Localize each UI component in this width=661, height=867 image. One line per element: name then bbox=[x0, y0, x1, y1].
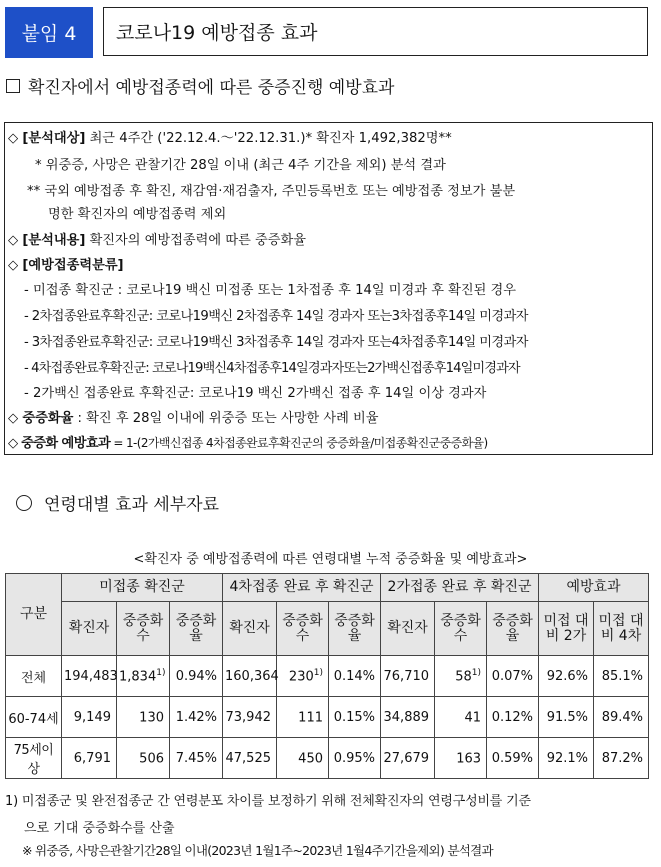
row-label: 전체 bbox=[6, 656, 62, 697]
info-text-target: 최근 4주간 ('22.12.4.～'22.12.31.)* 확진자 1,492,382명** bbox=[85, 131, 452, 146]
info-text-content: 확진자의 예방접종력에 따른 중증화율 bbox=[85, 233, 306, 248]
header-cases: 확진자 bbox=[62, 602, 117, 656]
footnote-1: 1) 미접종군 및 완전접종군 간 연령분포 차이를 보정하기 위해 전체확진자의 연령구성비를 기준 bbox=[5, 794, 531, 809]
cell-effect-bivalent: 91.5% bbox=[539, 697, 594, 738]
analysis-info-box bbox=[4, 122, 653, 455]
age-group-heading-text: 연령대별 효과 세부자료 bbox=[44, 495, 220, 515]
footnote-2: ※ 위중증, 사망은관찰기간28일 이내(2023년 1월1주~2023년 1월4주기간을제외) 분석결과 bbox=[22, 843, 493, 858]
row-label: 60-74세 bbox=[6, 697, 62, 738]
header-vs-4th: 미접 대비 4차 bbox=[594, 602, 649, 656]
info-text-severity-rate: : 확진 후 28일 이내에 위중증 또는 사망한 사례 비율 bbox=[73, 411, 379, 426]
diamond-icon: ◇ bbox=[8, 131, 19, 146]
info-note-2: ** 국외 예방접종 후 확진, 재감염·재검출자, 주민등록번호 또는 예방접종 정보가 불분 bbox=[27, 184, 516, 199]
header-severe-count: 중증화수 bbox=[117, 602, 170, 656]
cell-4th-rate: 0.14% bbox=[329, 656, 381, 697]
table-row bbox=[6, 656, 649, 697]
cell-4th-rate: 0.95% bbox=[329, 738, 381, 779]
cell-4th-cases: 160,364 bbox=[223, 656, 277, 697]
section-heading bbox=[6, 73, 394, 98]
cell-unvax-cases: 9,149 bbox=[62, 697, 117, 738]
appendix-badge: 붙임 4 bbox=[5, 7, 93, 58]
cell-unvax-cases: 194,483 bbox=[62, 656, 117, 697]
checkbox-square-icon bbox=[6, 79, 20, 93]
cell-effect-bivalent: 92.1% bbox=[539, 738, 594, 779]
cell-biv-rate: 0.59% bbox=[487, 738, 539, 779]
class-3rd-dose: - 3차접종완료후확진군: 코로나19백신 3차접종후 14일 경과자 또는4차접종후14일 미경과자 bbox=[24, 335, 528, 350]
info-note-1: * 위중증, 사망은 관찰기간 28일 이내 (최근 4주 기간을 제외) 분석 결과 bbox=[35, 158, 446, 173]
class-4th-dose: - 4차접종완료후확진군: 코로나19백신4차접종후14일경과자또는2가백신접종후14일미경과자 bbox=[24, 361, 520, 376]
cell-unvax-severe: 130 bbox=[117, 697, 170, 738]
header-vs-bivalent: 미접 대비 2가 bbox=[539, 602, 594, 656]
header-severe-rate: 중증화율 bbox=[170, 602, 223, 656]
header-prevention-effect: 예방효과 bbox=[539, 574, 649, 602]
cell-effect-bivalent: 92.6% bbox=[539, 656, 594, 697]
class-unvaccinated: - 미접종 확진군 : 코로나19 백신 미접종 또는 1차접종 후 14일 미경과 후 확진된 경우 bbox=[24, 283, 517, 298]
age-group-heading bbox=[16, 490, 219, 515]
info-line-content bbox=[8, 229, 306, 248]
header-cases: 확진자 bbox=[381, 602, 435, 656]
header-bivalent: 2가접종 완료 후 확진군 bbox=[381, 574, 539, 602]
section-heading-text: 확진자에서 예방접종력에 따른 중증진행 예방효과 bbox=[28, 78, 395, 98]
cell-4th-cases: 47,525 bbox=[223, 738, 277, 779]
info-line-prevention-effect bbox=[8, 432, 488, 451]
cell-biv-cases: 76,710 bbox=[381, 656, 435, 697]
cell-biv-cases: 34,889 bbox=[381, 697, 435, 738]
diamond-icon: ◇ bbox=[8, 436, 18, 451]
cell-unvax-rate: 0.94% bbox=[170, 656, 223, 697]
cell-4th-severe: 111 bbox=[277, 697, 329, 738]
cell-unvax-rate: 7.45% bbox=[170, 738, 223, 779]
info-line-target bbox=[8, 127, 452, 146]
info-tag-prevention-effect: 중증화 예방효과 bbox=[21, 436, 111, 451]
cell-biv-rate: 0.12% bbox=[487, 697, 539, 738]
cell-effect-4th: 89.4% bbox=[594, 697, 649, 738]
cell-effect-4th: 85.1% bbox=[594, 656, 649, 697]
info-tag-classification: [예방접종력분류] bbox=[22, 258, 124, 273]
cell-biv-severe: 163 bbox=[435, 738, 487, 779]
cell-4th-rate: 0.15% bbox=[329, 697, 381, 738]
cell-unvax-cases: 6,791 bbox=[62, 738, 117, 779]
cell-4th-severe: 450 bbox=[277, 738, 329, 779]
table-row bbox=[6, 697, 649, 738]
footnote-1-cont: 으로 기대 중증화수를 산출 bbox=[24, 821, 175, 836]
class-bivalent: - 2가백신 접종완료 후확진군: 코로나19 백신 2가백신 접종 후 14일 이상 경과자 bbox=[24, 386, 487, 401]
info-tag-content: [분석내용] bbox=[22, 233, 86, 248]
header-unvaccinated: 미접종 확진군 bbox=[62, 574, 223, 602]
header-4th-dose: 4차접종 완료 후 확진군 bbox=[223, 574, 381, 602]
cell-biv-severe: 41 bbox=[435, 697, 487, 738]
cell-unvax-severe: 1,834$^{1)}$ bbox=[117, 656, 170, 697]
info-line-severity-rate bbox=[8, 407, 379, 426]
class-2nd-dose: - 2차접종완료후확진군: 코로나19백신 2차접종후 14일 경과자 또는3차접종후14일 미경과자 bbox=[24, 309, 528, 324]
info-line-classification bbox=[8, 254, 124, 273]
document-title: 코로나19 예방접종 효과 bbox=[103, 7, 648, 56]
header-group: 구분 bbox=[6, 574, 62, 656]
info-text-prevention-effect: = 1-(2가백신접종 4차접종완료후확진군의 중증화율/미접종확진군중증화율) bbox=[110, 436, 488, 450]
cell-biv-rate: 0.07% bbox=[487, 656, 539, 697]
severity-rate-table bbox=[5, 573, 649, 779]
header-severe-rate: 중증화율 bbox=[329, 602, 381, 656]
cell-unvax-severe: 506 bbox=[117, 738, 170, 779]
table-row bbox=[6, 738, 649, 779]
info-tag-severity-rate: 중증화율 bbox=[22, 411, 74, 426]
header-cases: 확진자 bbox=[223, 602, 277, 656]
cell-effect-4th: 87.2% bbox=[594, 738, 649, 779]
cell-unvax-rate: 1.42% bbox=[170, 697, 223, 738]
header-severe-count: 중증화수 bbox=[277, 602, 329, 656]
header-severe-rate: 중증화율 bbox=[487, 602, 539, 656]
diamond-icon: ◇ bbox=[8, 411, 19, 426]
header-severe-count: 중증화수 bbox=[435, 602, 487, 656]
info-tag-target: [분석대상] bbox=[22, 131, 86, 146]
info-note-2-cont: 명한 확진자의 예방접종력 제외 bbox=[48, 207, 227, 222]
diamond-icon: ◇ bbox=[8, 233, 19, 248]
table-caption: <확진자 중 예방접종력에 따른 연령대별 누적 중증화율 및 예방효과> bbox=[133, 552, 528, 567]
row-label: 75세이상 bbox=[6, 738, 62, 779]
cell-biv-cases: 27,679 bbox=[381, 738, 435, 779]
cell-4th-cases: 73,942 bbox=[223, 697, 277, 738]
circle-bullet-icon bbox=[16, 495, 32, 511]
diamond-icon: ◇ bbox=[8, 258, 19, 273]
cell-biv-severe: 58$^{1)}$ bbox=[435, 656, 487, 697]
cell-4th-severe: 230$^{1)}$ bbox=[277, 656, 329, 697]
